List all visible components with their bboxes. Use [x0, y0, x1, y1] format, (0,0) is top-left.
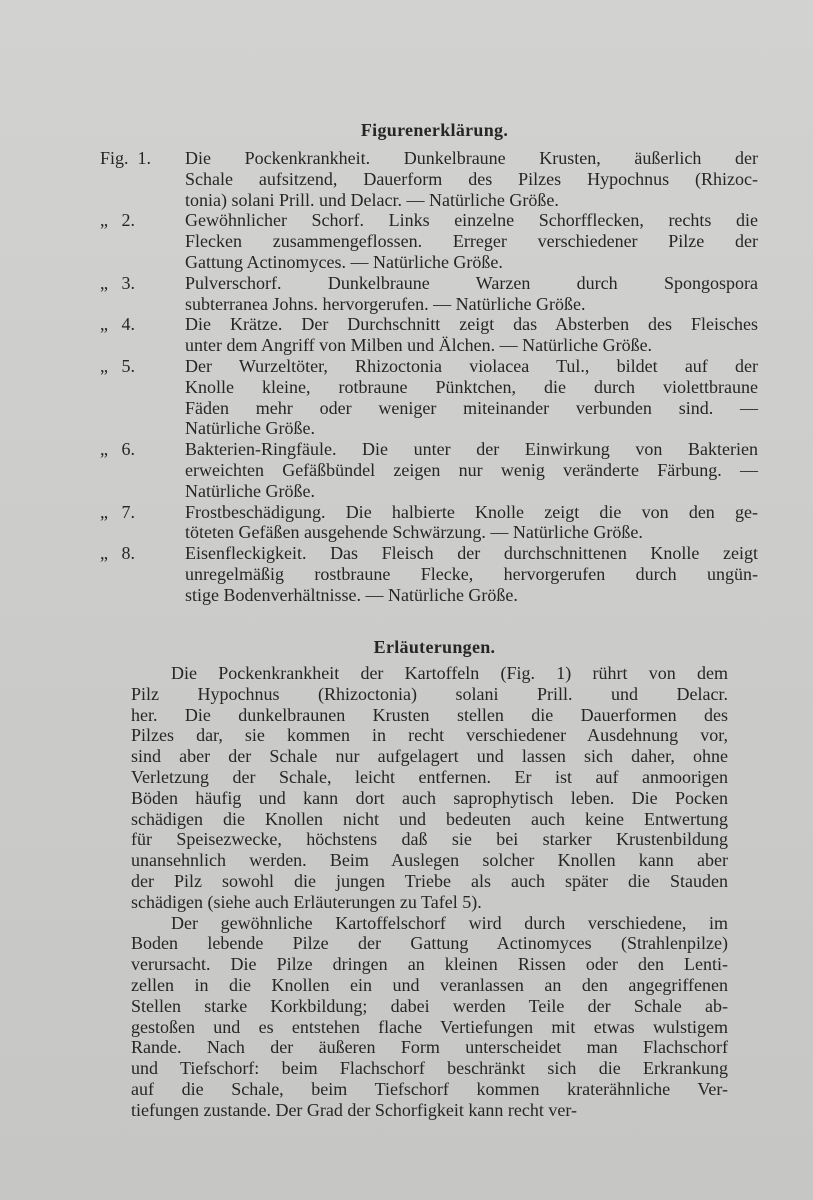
figure-number: „ 2. [100, 210, 135, 231]
caption-line: töteten Gefäßen ausgehende Schwärzung. — Natürliche Größe. [185, 522, 643, 543]
figure-number: Fig. 1. [100, 148, 152, 168]
paragraph-line: Böden häufig und kann dort auch saprophytisch leben. Die Pocken [131, 787, 728, 808]
caption-line: Fäden mehr oder weniger miteinander verbunden sind. — [185, 397, 758, 418]
figure-caption-item [0, 314, 758, 356]
figure-caption-item [0, 273, 758, 315]
paragraph-line: gestoßen und es entstehen flache Vertiefungen mit etwas wulstigem [131, 1016, 728, 1037]
caption-line: erweichten Gefäßbündel zeigen nur wenig veränderte Färbung. — [185, 459, 758, 480]
caption-line: tonia) solani Prill. und Delacr. — Natürliche Größe. [185, 189, 559, 210]
paragraph-line: und Tiefschorf: beim Flachschorf beschränkt sich die Erkrankung [131, 1058, 728, 1079]
caption-line: Eisenfleckigkeit. Das Fleisch der durchschnittenen Knolle zeigt [185, 543, 758, 564]
caption-line: Flecken zusammengeflossen. Erreger verschiedener Pilze der [185, 231, 758, 252]
paragraph-line: unansehnlich werden. Beim Auslegen solcher Knollen kann aber [131, 850, 728, 871]
caption-line: unregelmäßig rostbraune Flecke, hervorgerufen durch ungün- [185, 563, 758, 584]
explanations-heading: Erläuterungen. [373, 637, 496, 657]
caption-line: Die Pockenkrankheit. Dunkelbraune Krusten, äußerlich der [185, 148, 758, 168]
paragraph-line: Der gewöhnliche Kartoffelschorf wird durch verschiedene, im [171, 912, 728, 933]
caption-line: Schale aufsitzend, Dauerform des Pilzes Hypochnus (Rhizoc- [185, 168, 758, 189]
paragraph-line: her. Die dunkelbraunen Krusten stellen die Dauerformen des [131, 704, 728, 725]
caption-line: Die Krätze. Der Durchschnitt zeigt das Absterben des Fleisches [185, 314, 758, 335]
paragraph-line: schädigen (siehe auch Erläuterungen zu Tafel 5). [131, 891, 482, 912]
caption-line: subterranea Johns. hervorgerufen. — Natürliche Größe. [185, 293, 586, 314]
figure-caption-item [0, 543, 758, 605]
figure-number: „ 4. [100, 314, 135, 335]
caption-line: Der Wurzeltöter, Rhizoctonia violacea Tul., bildet auf der [185, 355, 758, 376]
paragraph-line: sind aber der Schale nur aufgelagert und lassen sich daher, ohne [131, 746, 728, 767]
paragraph-line: Pilzes dar, sie kommen in recht verschiedener Ausdehnung vor, [131, 725, 728, 746]
figure-list [0, 148, 813, 606]
caption-line: stige Bodenverhältnisse. — Natürliche Größe. [185, 584, 518, 605]
paragraph-line: tiefungen zustande. Der Grad der Schorfigkeit kann recht ver- [131, 1099, 577, 1120]
caption-line: Bakterien-Ringfäule. Die unter der Einwirkung von Bakterien [185, 439, 758, 460]
figure-number: „ 7. [100, 501, 135, 522]
paragraph-line: der Pilz sowohl die jungen Triebe als auch später die Stauden [131, 870, 728, 891]
figure-number: „ 5. [100, 355, 135, 376]
figure-caption-item [0, 356, 758, 439]
paragraph-line: Stellen starke Korkbildung; dabei werden Teile der Schale ab- [131, 995, 728, 1016]
figure-caption-item [0, 210, 758, 272]
caption-line: Pulverschorf. Dunkelbraune Warzen durch Spongospora [185, 272, 758, 293]
figure-number: „ 3. [100, 272, 135, 293]
caption-line: Natürliche Größe. [185, 480, 315, 501]
paragraph-line: Boden lebende Pilze der Gattung Actinomyces (Strahlenpilze) [131, 933, 728, 954]
paragraph-line: Pilz Hypochnus (Rhizoctonia) solani Prill. und Delacr. [131, 683, 728, 704]
figure-caption-item [0, 502, 758, 544]
caption-line: Frostbeschädigung. Die halbierte Knolle zeigt die von den ge- [185, 501, 758, 522]
caption-line: unter dem Angriff von Milben und Älchen. — Natürliche Größe. [185, 335, 653, 356]
explanation-text [131, 663, 728, 1121]
figures-heading: Figurenerklärung. [360, 120, 509, 140]
paragraph-line: zellen in die Knollen ein und veranlassen an den angegriffenen [131, 974, 728, 995]
paragraph-line: für Speisezwecke, höchstens daß sie bei starker Krustenbildung [131, 829, 728, 850]
figure-caption-item [0, 439, 758, 501]
paragraph-line: Rande. Nach der äußeren Form unterscheidet man Flachschorf [131, 1037, 728, 1058]
caption-line: Natürliche Größe. [185, 418, 315, 439]
figure-number: „ 6. [100, 439, 135, 460]
paragraph-line: auf die Schale, beim Tiefschorf kommen kraterähnliche Ver- [131, 1078, 728, 1099]
paragraph-line: verursacht. Die Pilze dringen an kleinen Rissen oder den Lenti- [131, 954, 728, 975]
caption-line: Gewöhnlicher Schorf. Links einzelne Schorfflecken, rechts die [185, 210, 758, 231]
paragraph-line: Die Pockenkrankheit der Kartoffeln (Fig. 1) rührt von dem [171, 663, 728, 683]
figure-caption-item [0, 148, 758, 210]
caption-line: Knolle kleine, rotbraune Pünktchen, die durch violettbraune [185, 376, 758, 397]
paragraph-line: schädigen die Knollen nicht und bedeuten auch keine Entwertung [131, 808, 728, 829]
figure-number: „ 8. [100, 543, 135, 564]
caption-line: Gattung Actinomyces. — Natürliche Größe. [185, 251, 503, 272]
paragraph-line: Verletzung der Schale, leicht entfernen. Er ist auf anmoorigen [131, 766, 728, 787]
